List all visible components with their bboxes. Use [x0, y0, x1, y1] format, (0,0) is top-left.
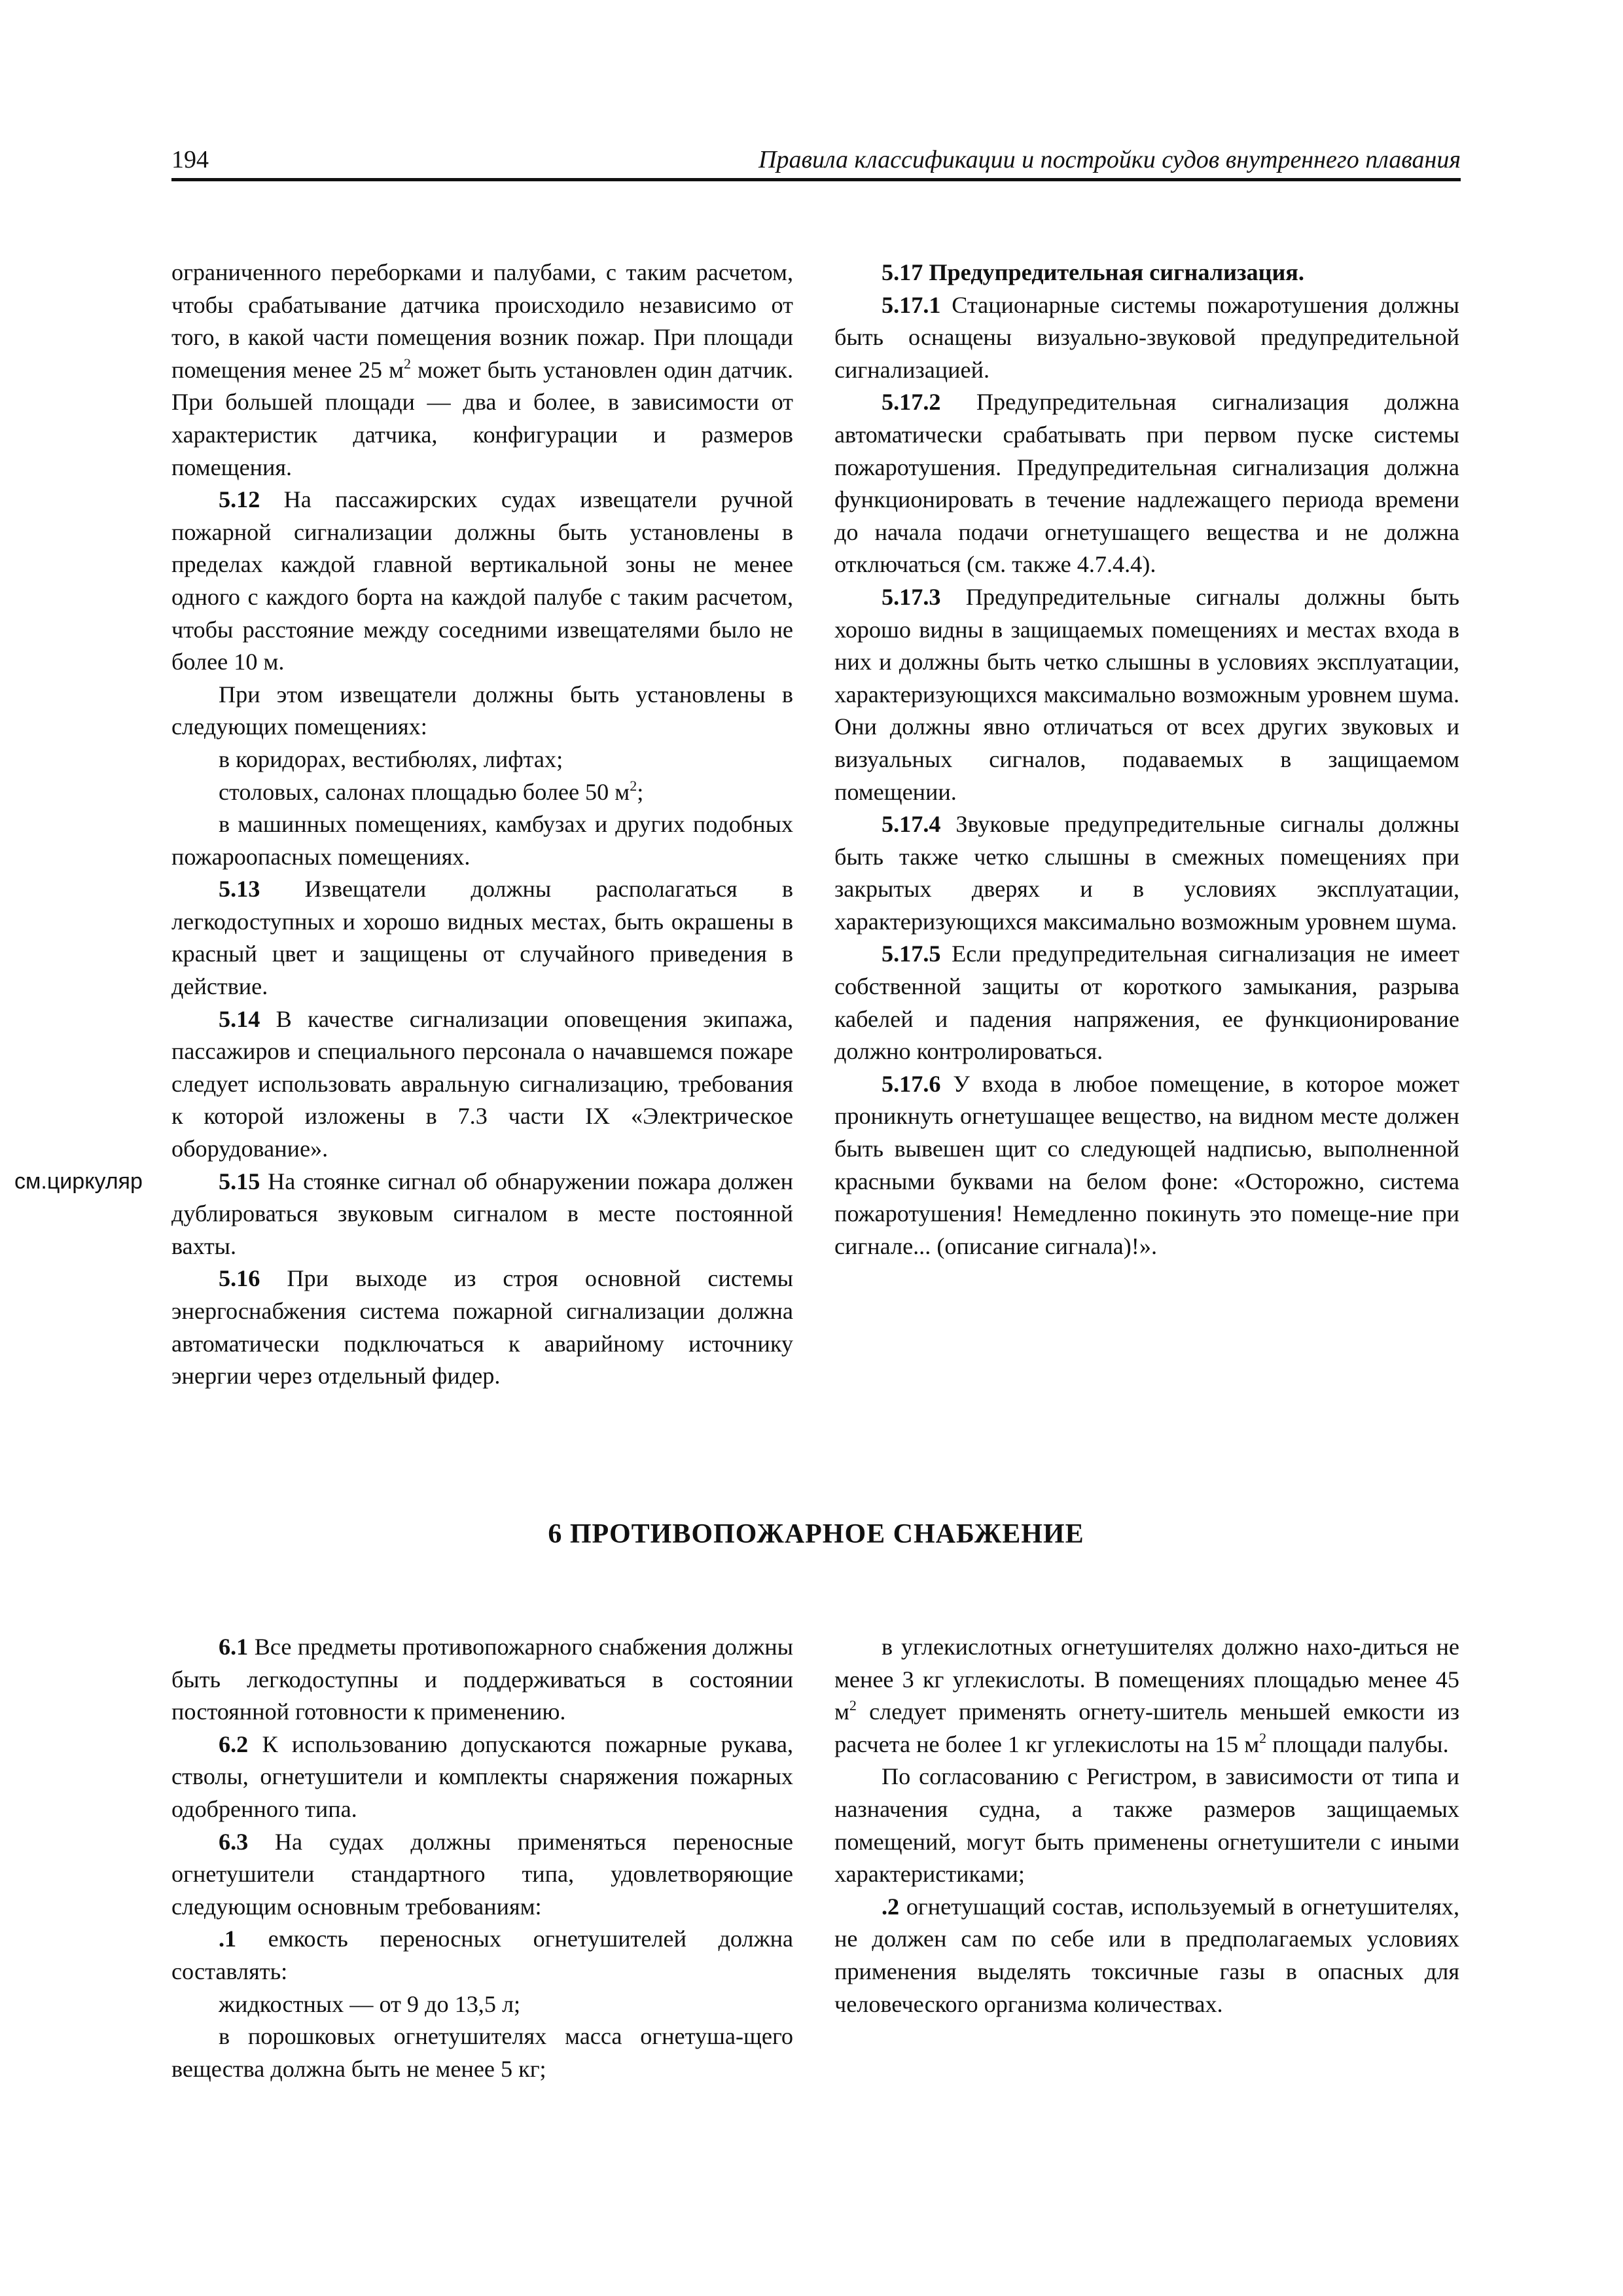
paragraph-6-3: 6.3 На судах должны применяться переносные огнетушители стандартного типа, удовлетворяющие следующим основным требованиям:: [171, 1828, 793, 1920]
list-item-2: .2 огнетушащий состав, используемый в огнетушителях, не должен сам по себе или в предполагаемых условиях применения выделять токсичные газы в опасных для человеческого организма количествах.: [834, 1893, 1459, 2017]
paragraph-5-17-2: 5.17.2 Предупредительная сигнализация должна автоматически срабатывать при первом пуске системы пожаротушения. Предупредительная сигнализация должна функционировать в течение надлежащего периода времени до начала подачи огнетушащего вещества и не должна отключаться (см. также 4.7.4.4).: [834, 389, 1459, 578]
running-title: Правила классификации и постройки судов внутреннего плавания: [758, 146, 1461, 173]
heading-5-17: 5.17 Предупредительная сигнализация.: [882, 259, 1304, 285]
paragraph-5-17-5: 5.17.5 Если предупредительная сигнализация не имеет собственной защиты от короткого замыкания, разрыва кабелей и падения напряжения, ее функционирование должно контролироваться.: [834, 941, 1459, 1065]
paragraph-5-13: 5.13 Извещатели должны располагаться в легкодоступных и хорошо видных местах, быть окрашены в красный цвет и защищены от случайного приведения в действие.: [171, 876, 793, 1000]
paragraph-5-17-1: 5.17.1 Стационарные системы пожаротушения должны быть оснащены визуально-звуковой предупредительной сигнализацией.: [834, 291, 1459, 383]
paragraph-register: По согласованию с Регистром, в зависимости от типа и назначения судна, а также размеров защищаемых помещений, могут быть применены огнетушители с иными характеристиками;: [834, 1763, 1459, 1888]
list-item-corridors: в коридорах, вестибюлях, лифтах;: [219, 745, 563, 772]
paragraph-5-16: 5.16 При выходе из строя основной системы энергоснабжения система пожарной сигнализации должна автоматически подключаться к аварийному источнику энергии через отдельный фидер.: [171, 1265, 793, 1390]
paragraph-continuation: ограниченного переборками и палубами, с таким расчетом, чтобы срабатывание датчика происходило независимо от того, в какой части помещения возник пожар. При площади помещения менее 25 $м^2$ может быть установлен один датчик. При большей площади — два и более, в зависимости от характеристик датчика, конфигурации и размеров помещения.: [171, 259, 793, 480]
paragraph-5-17-4: 5.17.4 Звуковые предупредительные сигналы должны быть также четко слышны в смежных помещениях при закрытых дверях и в условиях эксплуатации, характеризующихся максимально возможным уровнем шума.: [834, 811, 1459, 935]
paragraph-5-15: 5.15 На стоянке сигнал об обнаружении пожара должен дублироваться звуковым сигналом в месте постоянной вахты.: [171, 1168, 793, 1259]
paragraph-5-17-6: 5.17.6 У входа в любое помещение, в которое может проникнуть огнетушащее вещество, на видном месте должен быть вывешен щит со следующей надписью, выполненной красными буквами на белом фоне: «Осторожно, система пожаротушения! Немедленно покинуть это помеще-ние при сигнале... (описание сигнала)!».: [834, 1070, 1459, 1259]
column-left-top: [171, 257, 793, 1393]
page-number: 194: [171, 146, 209, 173]
paragraph-5-12: 5.12 На пассажирских судах извещатели ручной пожарной сигнализации должны быть установлены в пределах каждой главной вертикальной зоны не менее одного с каждого борта на каждой палубе с таким расчетом, чтобы расстояние между соседними извещателями было не более 10 м.: [171, 486, 793, 675]
list-item-liquid: жидкостных — от 9 до 13,5 л;: [219, 1990, 521, 2017]
column-right-bottom: [834, 1631, 1459, 2020]
column-right-top: [834, 257, 1459, 1263]
paragraph-detectors-locations: При этом извещатели должны быть установлены в следующих помещениях:: [171, 681, 793, 740]
list-item-dining: столовых, салонах площадью более 50 $м^2$;: [219, 777, 644, 805]
paragraph-5-17-3: 5.17.3 Предупредительные сигналы должны быть хорошо видны в защищаемых помещениях и местах входа в них и должны быть четко слышны в условиях эксплуатации, характеризующихся максимально возможным уровнем шума. Они должны явно отличаться от всех других звуковых и визуальных сигналов, подаваемых в защищаемом помещении.: [834, 583, 1459, 805]
list-item-1: .1 емкость переносных огнетушителей должна составлять:: [171, 1926, 793, 1984]
section-title: 6 ПРОТИВОПОЖАРНОЕ СНАБЖЕНИЕ: [548, 1519, 1084, 1549]
page-header: [171, 145, 1461, 182]
paragraph-5-14: 5.14 В качестве сигнализации оповещения экипажа, пассажиров и специального персонала о начавшемся пожаре следует использовать авральную сигнализацию, требования к которой изложены в 7.3 части IX «Электрическое оборудование».: [171, 1005, 793, 1162]
list-item-powder: в порошковых огнетушителях масса огнетуша-щего вещества должна быть не менее 5 кг;: [171, 2023, 793, 2082]
paragraph-6-1: 6.1 Все предметы противопожарного снабжения должны быть легкодоступны и поддерживаться в состоянии постоянной готовности к применению.: [171, 1634, 793, 1725]
list-item-co2: в углекислотных огнетушителях должно нахо-диться не менее 3 кг углекислоты. В помещениях площадью менее 45 $м^2$ следует применять огнету-шитель меньшей емкости из расчета не более 1 кг углекислоты на 15 $м^2$ площади палубы.: [834, 1634, 1459, 1757]
paragraph-6-2: 6.2 К использованию допускаются пожарные рукава, стволы, огнетушители и комплекты снаряжения пожарных одобренного типа.: [171, 1731, 793, 1822]
header-rule: [171, 178, 1461, 181]
margin-note: см.циркуляр: [14, 1169, 143, 1194]
column-left-bottom: [171, 1631, 793, 2085]
list-item-machinery: в машинных помещениях, камбузах и других подобных пожароопасных помещениях.: [171, 811, 793, 870]
